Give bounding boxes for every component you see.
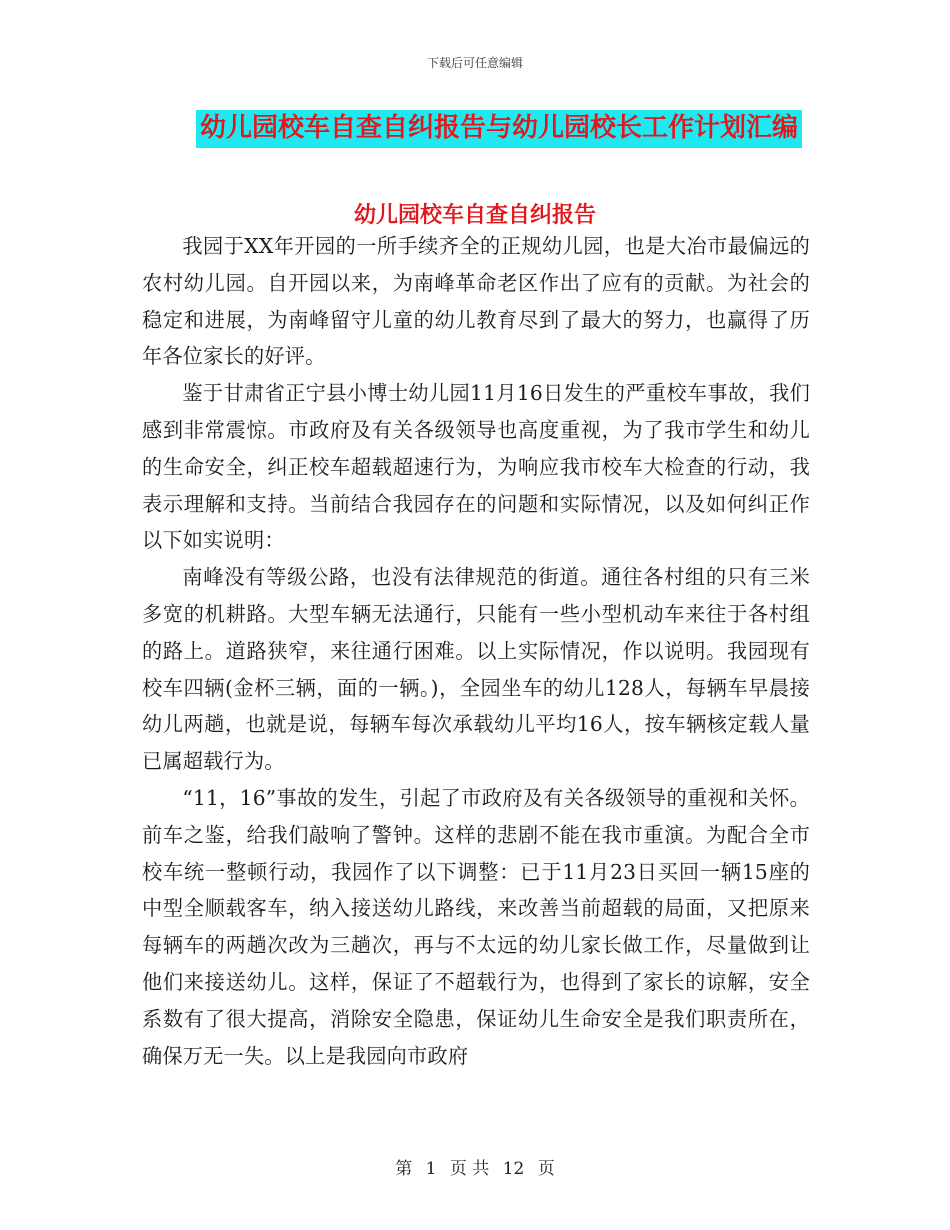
paragraph-1: 我园于XX年开园的一所手续齐全的正规幼儿园，也是大冶市最偏远的农村幼儿园。自开园以来，为南峰革命老区作出了应有的贡献。为社会的稳定和进展，为南峰留守儿童的幼儿教育尽到了最大的努力，也赢得了历年各位家长的好评。 xyxy=(142,234,810,369)
page-footer xyxy=(0,1154,950,1179)
header-note: 下载后可任意编辑 xyxy=(426,56,523,70)
section-title: 幼儿园校车自查自纠报告 xyxy=(353,203,596,228)
footer-middle: 页 共 xyxy=(449,1159,490,1179)
main-title: 幼儿园校车自查自纠报告与幼儿园校长工作计划汇编 xyxy=(196,110,802,148)
paragraph-2: 鉴于甘肃省正宁县小博士幼儿园11月16日发生的严重校车事故，我们感到非常震惊。市政府及有关各级领导也高度重视，为了我市学生和幼儿的生命安全，纠正校车超载超速行为，为响应我市校车大检查的行动，我表示理解和支持。当前结合我园存在的问题和实际情况，以及如何纠正作以下如实说明： xyxy=(142,381,810,553)
paragraph-4: “11，16”事故的发生，引起了市政府及有关各级领导的重视和关怀。前车之鉴，给我们敲响了警钟。这样的悲剧不能在我市重演。为配合全市校车统一整顿行动，我园作了以下调整：已于11月23日买回一辆15座的中型全顺载客车，纳入接送幼儿路线，来改善当前超载的局面，又把原来每辆车的两趟次改为三趟次，再与不太远的幼儿家长做工作，尽量做到让他们来接送幼儿。这样，保证了不超载行为，也得到了家长的谅解，安全系数有了很大提高，消除安全隐患，保证幼儿生命安全是我们职责所在，确保万无一失。以上是我园向市政府 xyxy=(142,785,810,1068)
body-text xyxy=(142,228,810,1074)
footer-suffix: 页 xyxy=(537,1159,555,1179)
paragraph-3: 南峰没有等级公路，也没有法律规范的街道。通往各村组的只有三米多宽的机耕路。大型车辆无法通行，只能有一些小型机动车来往于各村组的路上。道路狭窄，来往通行困难。以上实际情况，作以说明。我园现有校车四辆(金杯三辆，面的一辆。)，全园坐车的幼儿128人，每辆车早晨接幼儿两趟，也就是说，每辆车每次承载幼儿平均16人，按车辆核定载人量已属超载行为。 xyxy=(142,565,810,774)
footer-page-number: 1 xyxy=(425,1159,437,1179)
footer-prefix: 第 xyxy=(395,1159,413,1179)
footer-total-pages: 12 xyxy=(502,1159,525,1179)
